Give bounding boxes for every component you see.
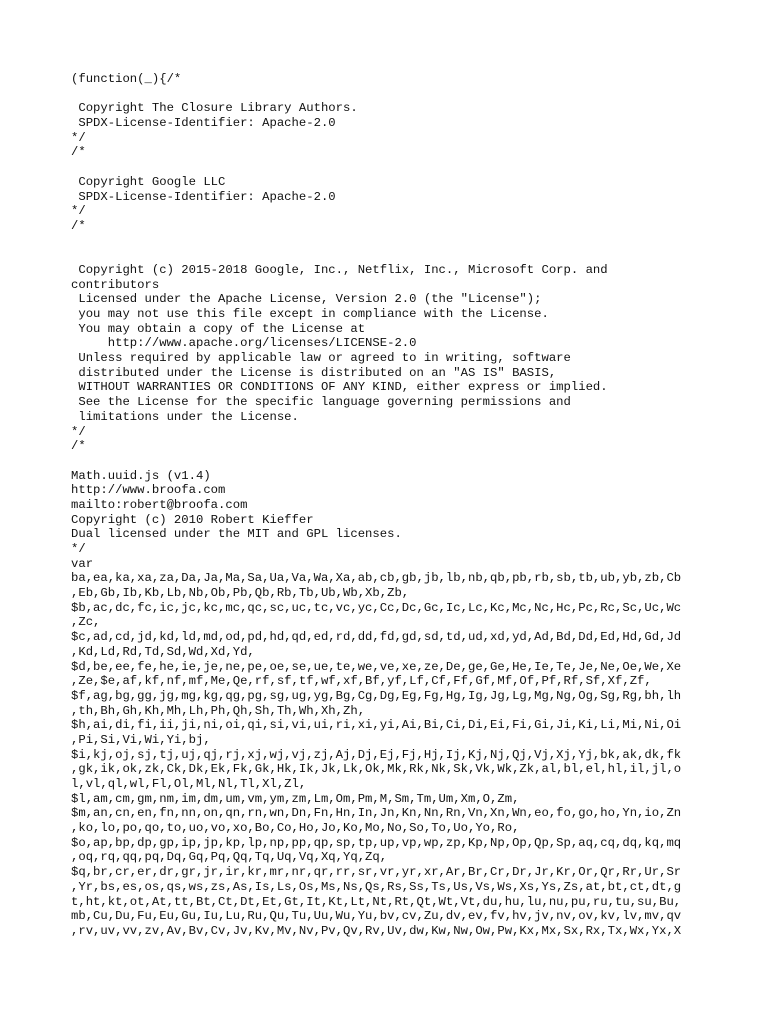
document-text (71, 72, 711, 939)
text-line: $q,br,cr,er,dr,gr,jr,ir,kr,mr,nr,qr,rr,sr,vr,yr,xr,Ar,Br,Cr,Dr,Jr,Kr,Or,Qr,Rr,Ur,Sr (71, 865, 682, 880)
text-line: ,oq,rq,qq,pq,Dq,Gq,Pq,Qq,Tq,Uq,Vq,Xq,Yq,Zq, (71, 850, 388, 865)
text-line: Unless required by applicable law or agreed to in writing, software (71, 351, 571, 366)
text-line: t,ht,kt,ot,At,tt,Bt,Ct,Dt,Et,Gt,It,Kt,Lt,Nt,Rt,Qt,Wt,Vt,du,hu,lu,nu,pu,ru,tu,su,Bu, (71, 894, 682, 909)
text-line: ,Pi,Si,Vi,Wi,Yi,bj, (71, 732, 211, 747)
text-line: $h,ai,di,fi,ii,ji,ni,oi,qi,si,vi,ui,ri,xi,yi,Ai,Bi,Ci,Di,Ei,Fi,Gi,Ji,Ki,Li,Mi,Ni,Oi (71, 718, 682, 733)
text-line: ,rv,uv,vv,zv,Av,Bv,Cv,Jv,Kv,Mv,Nv,Pv,Qv,Rv,Uv,dw,Kw,Nw,Ow,Pw,Kx,Mx,Sx,Rx,Tx,Wx,Yx,X (71, 923, 682, 938)
text-line: Copyright The Closure Library Authors. (71, 101, 358, 116)
text-line: $d,be,ee,fe,he,ie,je,ne,pe,oe,se,ue,te,we,ve,xe,ze,De,ge,Ge,He,Ie,Te,Je,Ne,Oe,We,Xe (71, 659, 682, 674)
text-line: */ (71, 424, 86, 439)
text-line: mailto:robert@broofa.com (71, 497, 248, 512)
text-line (71, 454, 711, 469)
text-line: Copyright (c) 2015-2018 Google, Inc., Netflix, Inc., Microsoft Corp. and (71, 262, 608, 277)
text-line: */ (71, 542, 86, 556)
text-line: You may obtain a copy of the License at (71, 321, 366, 336)
text-line: ,gk,ik,ok,zk,Ck,Dk,Ek,Fk,Gk,Hk,Ik,Jk,Lk,Ok,Mk,Rk,Nk,Sk,Vk,Wk,Zk,al,bl,el,hl,il,jl,o (71, 762, 682, 777)
text-line: ,Yr,bs,es,os,qs,ws,zs,As,Is,Ls,Os,Ms,Ns,Qs,Rs,Ss,Ts,Us,Vs,Ws,Xs,Ys,Zs,at,bt,ct,dt,g (71, 879, 682, 894)
text-line: $i,kj,oj,sj,tj,uj,qj,rj,xj,wj,vj,zj,Aj,Dj,Ej,Fj,Hj,Ij,Kj,Nj,Qj,Vj,Xj,Yj,bk,ak,dk,fk (71, 747, 682, 762)
text-line: $b,ac,dc,fc,ic,jc,kc,mc,qc,sc,uc,tc,vc,yc,Cc,Dc,Gc,Ic,Lc,Kc,Mc,Nc,Hc,Pc,Rc,Sc,Uc,Wc (71, 600, 682, 615)
text-line: */ (71, 204, 86, 219)
text-line: SPDX-License-Identifier: Apache-2.0 (71, 189, 336, 204)
text-line: WITHOUT WARRANTIES OR CONDITIONS OF ANY KIND, either express or implied. (71, 380, 608, 395)
text-line: $c,ad,cd,jd,kd,ld,md,od,pd,hd,qd,ed,rd,dd,fd,gd,sd,td,ud,xd,yd,Ad,Bd,Dd,Ed,Hd,Gd,Jd (71, 630, 682, 645)
text-line: http://www.broofa.com (71, 483, 226, 498)
text-line: you may not use this file except in compliance with the License. (71, 307, 549, 321)
text-line: $f,ag,bg,gg,jg,mg,kg,qg,pg,sg,ug,yg,Bg,Cg,Dg,Eg,Fg,Hg,Ig,Jg,Lg,Mg,Ng,Og,Sg,Rg,bh,lh (71, 688, 682, 703)
text-line: $o,ap,bp,dp,gp,ip,jp,kp,lp,np,pp,qp,sp,tp,up,vp,wp,zp,Kp,Np,Op,Qp,Sp,aq,cq,dq,kq,mq (71, 835, 682, 850)
text-line: $m,an,cn,en,fn,nn,on,qn,rn,wn,Dn,Fn,Hn,In,Jn,Kn,Nn,Rn,Vn,Xn,Wn,eo,fo,go,ho,Yn,io,Zn (71, 806, 682, 821)
text-line: ,Kd,Ld,Rd,Td,Sd,Wd,Xd,Yd, (71, 644, 255, 659)
text-line: limitations under the License. (71, 409, 299, 424)
text-line (71, 248, 711, 263)
text-line: http://www.apache.org/licenses/LICENSE-2.0 (71, 336, 417, 351)
text-line: /* (71, 218, 86, 233)
text-line: mb,Cu,Du,Fu,Eu,Gu,Iu,Lu,Ru,Qu,Tu,Uu,Wu,Yu,bv,cv,Zu,dv,ev,fv,hv,jv,nv,ov,kv,lv,mv,qv (71, 909, 682, 924)
text-line: Copyright (c) 2010 Robert Kieffer (71, 512, 314, 527)
text-line: distributed under the License is distributed on an "AS IS" BASIS, (71, 365, 557, 380)
text-line: ,Eb,Gb,Ib,Kb,Lb,Nb,Ob,Pb,Qb,Rb,Tb,Ub,Wb,Xb,Zb, (71, 586, 410, 601)
text-line: SPDX-License-Identifier: Apache-2.0 (71, 116, 336, 131)
text-line: ,th,Bh,Gh,Kh,Mh,Lh,Ph,Qh,Sh,Th,Wh,Xh,Zh, (71, 703, 366, 718)
text-line: /* (71, 145, 86, 160)
text-line: ,ko,lo,po,qo,to,uo,vo,xo,Bo,Co,Ho,Jo,Ko,Mo,No,So,To,Uo,Yo,Ro, (71, 821, 520, 836)
text-line: l,vl,ql,wl,Fl,Ol,Ml,Nl,Tl,Xl,Zl, (71, 777, 307, 791)
text-line: var (71, 556, 94, 571)
text-line: Copyright Google LLC (71, 174, 226, 189)
text-line: $l,am,cm,gm,nm,im,dm,um,vm,ym,zm,Lm,Om,Pm,M,Sm,Tm,Um,Xm,O,Zm, (71, 791, 520, 806)
text-line: ba,ea,ka,xa,za,Da,Ja,Ma,Sa,Ua,Va,Wa,Xa,ab,cb,gb,jb,lb,nb,qb,pb,rb,sb,tb,ub,yb,zb,Cb (71, 571, 682, 586)
text-line (71, 160, 711, 175)
text-line: See the License for the specific language governing permissions and (71, 395, 571, 410)
text-line: */ (71, 130, 86, 145)
text-line: ,Ze,$e,af,kf,nf,mf,Me,Qe,rf,sf,tf,wf,xf,Bf,yf,Lf,Cf,Ff,Gf,Mf,Of,Pf,Rf,Sf,Xf,Zf, (71, 674, 652, 689)
text-line (71, 87, 711, 102)
text-line: Licensed under the Apache License, Version 2.0 (the "License"); (71, 292, 542, 307)
text-line: contributors (71, 277, 160, 292)
text-line: Dual licensed under the MIT and GPL licenses. (71, 527, 402, 542)
text-line: ,Zc, (71, 615, 101, 630)
text-line: (function(_){/* (71, 72, 182, 86)
text-line (71, 234, 711, 249)
text-line: Math.uuid.js (v1.4) (71, 468, 211, 483)
text-line: /* (71, 439, 86, 454)
